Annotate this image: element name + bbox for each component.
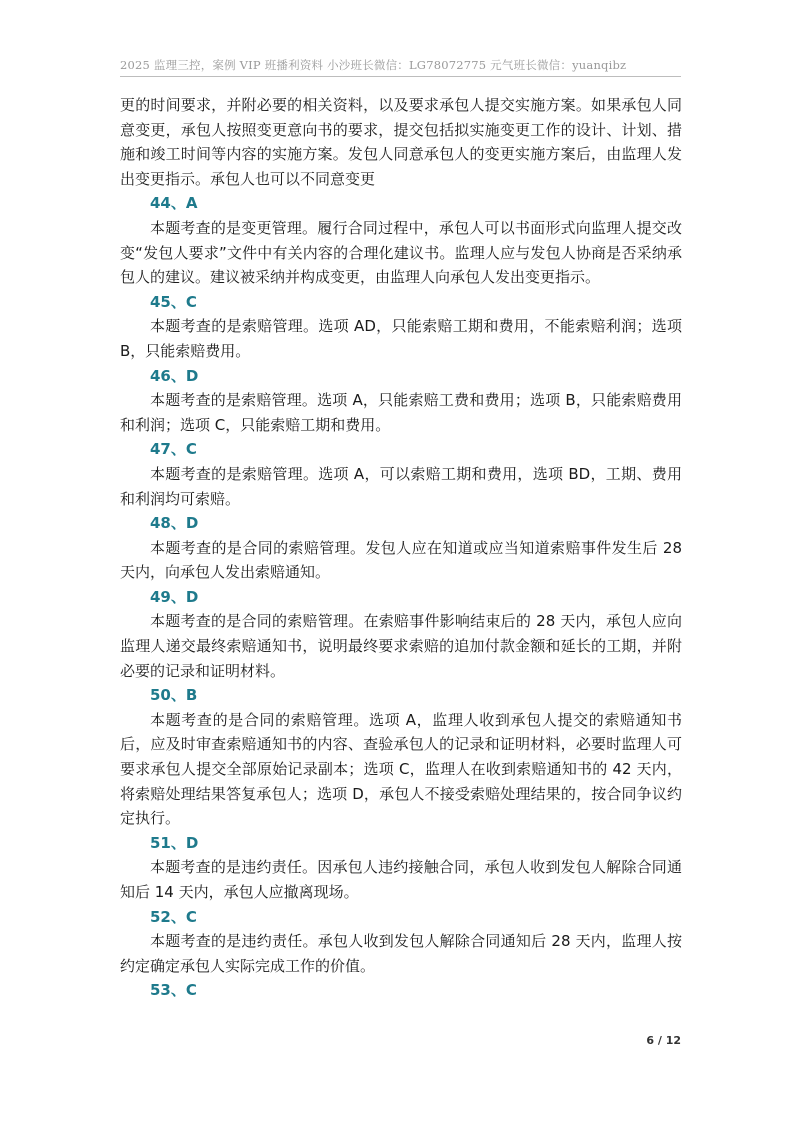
answer-47: 47、C (150, 440, 197, 459)
answer-53: 53、C (150, 981, 197, 1000)
explanation-47: 本题考查的是索赔管理。选项 A，可以索赔工期和费用，选项 BD，工期、费用和利润均可索赔。 (120, 464, 682, 508)
explanation-48: 本题考查的是合同的索赔管理。发包人应在知道或应当知道索赔事件发生后 28 天内，向承包人发出索赔通知。 (120, 538, 682, 582)
explanation-44: 本题考查的是变更管理。履行合同过程中，承包人可以书面形式向监理人提交改变“发包人要求”文件中有关内容的合理化建议书。监理人应与发包人协商是否采纳承包人的建议。建议被采纳并构成变更，由监理人向承包人发出变更指示。 (120, 218, 682, 287)
header-divider (120, 76, 681, 77)
explanation-50: 本题考查的是合同的索赔管理。选项 A，监理人收到承包人提交的索赔通知书后，应及时审查索赔通知书的内容、查验承包人的记录和证明材料，必要时监理人可要求承包人提交全部原始记录副本；选项 C，监理人在收到索赔通知书的 42 天内，将索赔处理结果答复承包人；选项 D，承包人不接受索赔处理结果的，按合同争议约定执行。 (120, 710, 682, 828)
explanation-52: 本题考查的是违约责任。承包人收到发包人解除合同通知后 28 天内，监理人按约定确定承包人实际完成工作的价值。 (120, 932, 682, 975)
answer-50: 50、B (150, 686, 198, 705)
explanation-46: 本题考查的是索赔管理。选项 A，只能索赔工费和费用；选项 B，只能索赔费用和利润；选项 C，只能索赔工期和费用。 (120, 391, 682, 434)
explanation-45: 本题考查的是索赔管理。选项 AD，只能索赔工期和费用，不能索赔利润；选项 B，只能索赔费用。 (120, 317, 682, 360)
page-number: 6 / 12 (646, 1034, 681, 1047)
answer-45: 45、C (150, 292, 197, 311)
answer-48: 48、D (150, 514, 199, 533)
answer-46: 46、D (150, 366, 199, 385)
answer-44: 44、A (150, 194, 198, 213)
answer-49: 49、D (150, 587, 199, 606)
page-header: 2025 监理三控，案例 VIP 班播利资料 小沙班长微信：LG78072775 元气班长微信：yuanqibz (120, 58, 627, 72)
intro-paragraph: 更的时间要求，并附必要的相关资料，以及要求承包人提交实施方案。如果承包人同意变更，承包人按照变更意向书的要求，提交包括拟实施变更工作的设计、计划、措施和竣工时间等内容的实施方案。发包人同意承包人的变更实施方案后，由监理人发出变更指示。承包人也可以不同意变更 (120, 96, 682, 188)
answer-51: 51、D (150, 833, 199, 852)
explanation-49: 本题考查的是合同的索赔管理。在索赔事件影响结束后的 28 天内，承包人应向监理人递交最终索赔通知书，说明最终要求索赔的追加付款金额和延长的工期，并附必要的记录和证明材料。 (120, 612, 682, 680)
document-body (120, 93, 682, 1003)
explanation-51: 本题考查的是违约责任。因承包人违约接触合同，承包人收到发包人解除合同通知后 14 天内，承包人应撤离现场。 (120, 858, 682, 901)
answer-52: 52、C (150, 907, 197, 926)
